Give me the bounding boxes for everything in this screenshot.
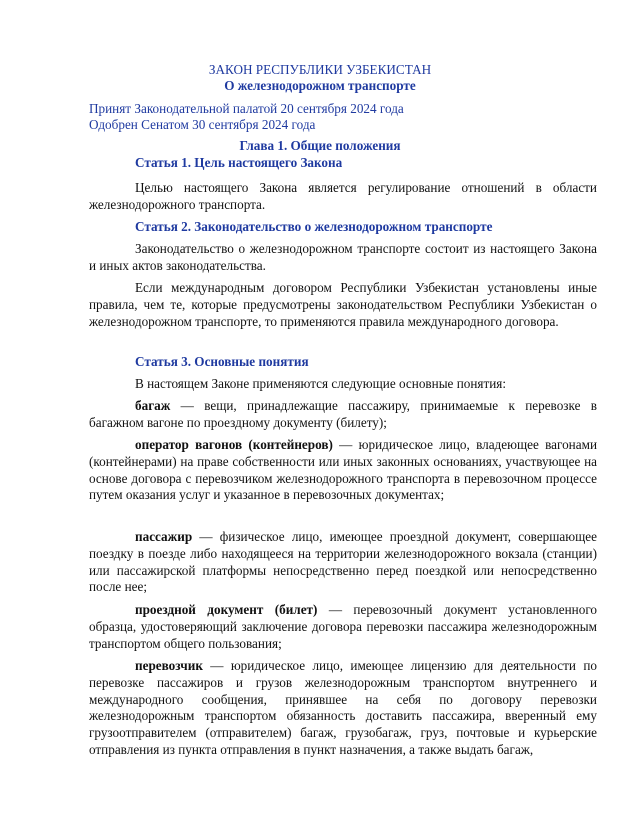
article-3-intro: В настоящем Законе применяются следующие основные понятия: <box>135 376 507 391</box>
definition-item <box>89 529 597 596</box>
adoption-note: Принят Законодательной палатой 20 сентября 2024 года <box>89 101 404 116</box>
article-2-paragraph-1: Законодательство о железнодорожном транспорте состоит из настоящего Закона и иных актов законодательства. <box>89 241 597 273</box>
approval-note: Одобрен Сенатом 30 сентября 2024 года <box>89 117 316 132</box>
definition-text: — физическое лицо, имеющее проездной документ, совершающее поездку в поезде либо находящееся на территории железнодорожного вокзала (станции) или пассажирской платформы непосредственно перед поездкой или непосредственно после нее; <box>89 529 597 595</box>
article-1-paragraph: Целью настоящего Закона является регулирование отношений в области железнодорожного транспорта. <box>89 180 597 212</box>
definition-text: — перевозочный документ установленного образца, удостоверяющий заключение договора перевозки пассажира железнодорожным транспортом общего пользования; <box>89 602 597 651</box>
definition-item <box>89 602 597 652</box>
definition-item <box>89 398 597 432</box>
definition-term: перевозчик <box>135 658 203 673</box>
article-3-heading: Статья 3. Основные понятия <box>135 354 309 369</box>
definition-term: пассажир <box>135 529 193 544</box>
definition-term: оператор вагонов (контейнеров) <box>135 437 333 452</box>
article-1-heading: Статья 1. Цель настоящего Закона <box>135 155 343 170</box>
article-2-heading: Статья 2. Законодательство о железнодорожном транспорте <box>135 219 493 234</box>
article-2-paragraph-2: Если международным договором Республики Узбекистан установлены иные правила, чем те, которые предусмотрены законодательством Республики Узбекистан о железнодорожном транспорте, то применяются правила международного договора. <box>89 280 597 329</box>
law-title: ЗАКОН РЕСПУБЛИКИ УЗБЕКИСТАН <box>208 62 432 77</box>
definition-text: — юридическое лицо, владеющее вагонами (контейнерами) на праве собственности или иных законных основаниях, участвующее на основе договора с перевозчиком железнодорожного транспорта в перевозочном процессе путем оказания услуг и указанное в перевозочных документах; <box>89 437 597 503</box>
definition-item <box>89 437 597 504</box>
definition-item <box>89 658 597 759</box>
definition-term: проездной документ (билет) <box>135 602 318 617</box>
chapter-heading: Глава 1. Общие положения <box>239 138 401 153</box>
definition-term: багаж <box>135 398 171 413</box>
definition-text: — юридическое лицо, имеющее лицензию для деятельности по перевозке пассажиров и грузов железнодорожным транспортом внутреннего и международного сообщения, принявшее на себя по договору перевозки железнодорожным транспортом обязанность доставить пассажира, вверенный ему грузоотправителем (отправителем) багаж, грузобагаж, груз, почтовые и курьерские отправления из пункта отправления в пункт назначения, а также выдать багаж, <box>89 658 597 757</box>
law-subtitle: О железнодорожном транспорте <box>224 78 416 93</box>
definition-text: — вещи, принадлежащие пассажиру, принимаемые к перевозке в багажном вагоне по проездному документу (билету); <box>89 398 597 430</box>
